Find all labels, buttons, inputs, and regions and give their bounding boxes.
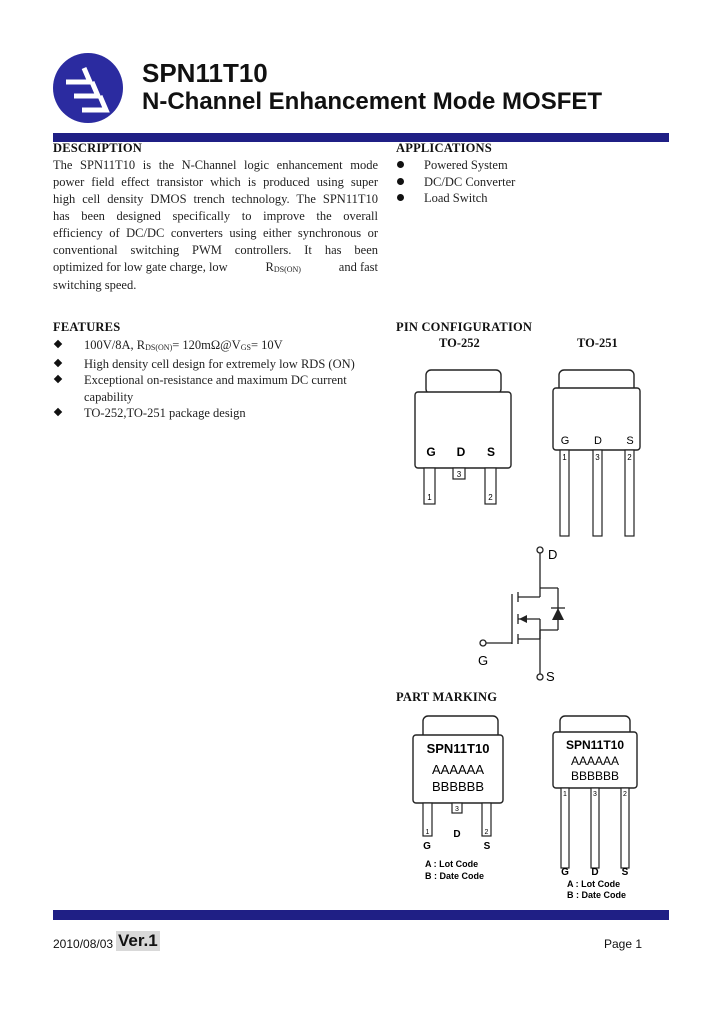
to252-marking-diagram [408, 712, 513, 887]
part-number-title: SPN11T10 [142, 58, 268, 88]
pin-label-s: S [486, 445, 496, 459]
pin-number-2: 2 [623, 791, 627, 798]
marking-line-2: AAAAAA [431, 762, 485, 777]
description-text: The SPN11T10 is the N-Channel logic enhancement mode power field effect transistor which is produced using super high cell density DMOS trench technology. The SPN11T10 has been designed specifically to improve the overall efficiency of DC/DC converters using either synchronous or conventional switching PWM controllers. It has been optimized for low gate charge, low $R_{DS(ON)}$ and fast switching speed. [53, 158, 378, 292]
to251-marking-diagram [548, 712, 648, 902]
marking-line-1: SPN11T10 [565, 738, 625, 752]
to251-package-diagram [548, 365, 648, 540]
pin-number-1: 1 [562, 453, 567, 462]
to252-package-diagram [410, 365, 520, 510]
list-item: Load Switch [424, 190, 515, 207]
list-item: Exceptional on-resistance and maximum DC current [84, 372, 384, 389]
pin-config-heading: PIN CONFIGURATION [396, 320, 533, 334]
features-list [84, 337, 384, 422]
pin-number-1: 1 [427, 493, 432, 502]
pin-label-s: S [483, 841, 491, 852]
top-divider-bar [53, 133, 669, 142]
list-item: Powered System [424, 157, 515, 174]
footer-page-number: Page 1 [604, 937, 643, 951]
source-label: S [546, 669, 555, 684]
part-marking-heading: PART MARKING [396, 690, 498, 704]
list-item: DC/DC Converter [424, 174, 515, 191]
pin-label-d: D [594, 435, 602, 447]
device-subtitle: N-Channel Enhancement Mode MOSFET [142, 88, 603, 115]
legend-date-code: B : Date Code [425, 871, 485, 881]
pin-label-g: G [426, 445, 436, 459]
pkg-label-to252: TO-252 [439, 336, 480, 350]
pin-number-2: 2 [484, 829, 489, 836]
marking-line-3: BBBBBB [570, 769, 620, 783]
company-logo [52, 52, 124, 124]
legend-date-code: B : Date Code [567, 890, 627, 900]
list-item: capability [84, 389, 134, 404]
pin-label-s: S [626, 435, 634, 447]
list-item: TO-252,TO-251 package design [84, 405, 384, 422]
mosfet-symbol [470, 540, 600, 690]
pin-number-3: 3 [455, 806, 459, 813]
pin-label-d: D [591, 867, 599, 878]
pin-number-3: 3 [595, 453, 600, 462]
pin-label-g: G [561, 867, 569, 878]
footer-date: 2010/08/03 [53, 937, 114, 951]
pin-label-d: D [456, 445, 466, 459]
drain-label: D [548, 547, 558, 562]
pin-number-1: 1 [563, 791, 567, 798]
pin-label-s: S [621, 867, 629, 878]
pin-number-3: 3 [456, 470, 462, 479]
marking-line-2: AAAAAA [570, 754, 620, 768]
description-heading: DESCRIPTION [53, 141, 143, 155]
features-heading: FEATURES [53, 320, 121, 334]
gate-label: G [478, 653, 489, 668]
pin-number-2: 2 [627, 453, 632, 462]
pin-number-2: 2 [488, 493, 493, 502]
bottom-divider-bar [53, 910, 669, 920]
legend-lot-code: A : Lot Code [567, 879, 621, 889]
applications-heading: APPLICATIONS [396, 141, 492, 155]
pin-number-3: 3 [593, 791, 597, 798]
legend-lot-code: A : Lot Code [425, 859, 479, 869]
list-item: 100V/8A, $R_{DS(ON)}=$ $120m\Omega@V_{GS}= 10V$ [84, 337, 384, 356]
pin-label-g: G [560, 435, 570, 447]
pin-label-g: G [423, 841, 431, 852]
footer-version: Ver.1 [118, 931, 158, 950]
list-item: High density cell design for extremely low RDS (ON) [84, 356, 384, 373]
pin-number-1: 1 [425, 829, 430, 836]
marking-line-1: SPN11T10 [426, 741, 490, 756]
marking-line-3: BBBBBB [431, 779, 485, 794]
applications-list [424, 157, 515, 207]
pkg-label-to251: TO-251 [577, 336, 618, 350]
pin-label-d: D [453, 829, 461, 840]
